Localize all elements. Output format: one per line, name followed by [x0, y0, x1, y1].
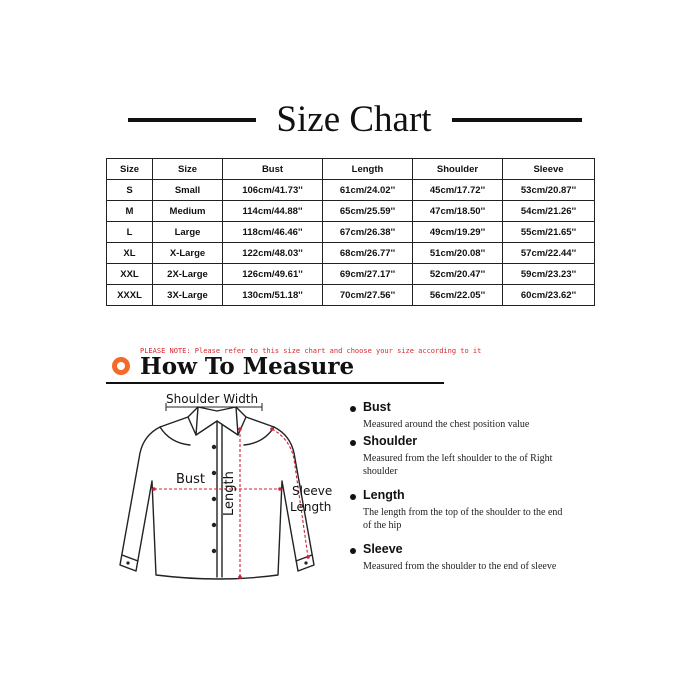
- length-label: Length: [222, 471, 237, 516]
- table-cell: Medium: [153, 201, 223, 222]
- shoulder-width-label: Shoulder Width: [166, 392, 259, 406]
- table-cell: Small: [153, 180, 223, 201]
- table-row: [107, 243, 595, 264]
- table-cell: 69cm/27.17'': [323, 264, 413, 285]
- definition-term: Length: [363, 488, 405, 502]
- table-cell: X-Large: [153, 243, 223, 264]
- definition-term: Sleeve: [363, 542, 403, 556]
- target-circle-icon: [112, 357, 130, 375]
- table-row: [107, 285, 595, 306]
- table-cell: 45cm/17.72'': [413, 180, 503, 201]
- header-cell: Length: [323, 159, 413, 180]
- table-cell: 47cm/18.50'': [413, 201, 503, 222]
- table-cell: 60cm/23.62'': [503, 285, 595, 306]
- header-cell: Sleeve: [503, 159, 595, 180]
- header-cell: Shoulder: [413, 159, 503, 180]
- table-cell: M: [107, 201, 153, 222]
- title-rule-left: [128, 118, 256, 122]
- definition-term: Shoulder: [363, 434, 418, 448]
- title-rule-right: [452, 118, 582, 122]
- page-title: Size Chart: [276, 99, 432, 140]
- table-cell: 70cm/27.56'': [323, 285, 413, 306]
- bullet-icon: [350, 406, 356, 412]
- table-row: [107, 201, 595, 222]
- bullet-icon: [350, 494, 356, 500]
- table-cell: 3X-Large: [153, 285, 223, 306]
- definition-desc: Measured around the chest position value: [363, 419, 530, 430]
- table-cell: L: [107, 222, 153, 243]
- table-cell: 49cm/19.29'': [413, 222, 503, 243]
- shirt-button: [304, 561, 307, 564]
- shirt-button: [126, 561, 129, 564]
- section-rule: [106, 382, 444, 384]
- shirt-button: [212, 471, 216, 475]
- table-cell: 68cm/26.77'': [323, 243, 413, 264]
- sleeve-length-label-line1: Sleeve: [292, 484, 333, 498]
- table-cell: 122cm/48.03'': [223, 243, 323, 264]
- shirt-button: [212, 523, 216, 527]
- shirt-button: [212, 445, 216, 449]
- table-cell: 57cm/22.44'': [503, 243, 595, 264]
- bullet-icon: [350, 440, 356, 446]
- table-cell: XXL: [107, 264, 153, 285]
- table-cell: 65cm/25.59'': [323, 201, 413, 222]
- table-cell: Large: [153, 222, 223, 243]
- table-cell: 52cm/20.47'': [413, 264, 503, 285]
- size-table: [106, 158, 595, 306]
- table-row: [107, 264, 595, 285]
- header-cell: Size: [107, 159, 153, 180]
- table-row: [107, 180, 595, 201]
- sleeve-length-label-line2: Length: [290, 500, 332, 514]
- shirt-button: [212, 497, 216, 501]
- table-cell: 114cm/44.88'': [223, 201, 323, 222]
- table-cell: 53cm/20.87'': [503, 180, 595, 201]
- definition-desc: Measured from the left shoulder to the of Right shoulder: [363, 453, 553, 477]
- table-cell: 106cm/41.73'': [223, 180, 323, 201]
- table-cell: 130cm/51.18'': [223, 285, 323, 306]
- header-cell: Bust: [223, 159, 323, 180]
- title-block: [0, 96, 700, 144]
- definition-term: Bust: [363, 400, 391, 414]
- table-row: [107, 222, 595, 243]
- table-cell: 55cm/21.65'': [503, 222, 595, 243]
- table-cell: XXXL: [107, 285, 153, 306]
- definition-desc: Measured from the shoulder to the end of sleeve: [363, 561, 557, 572]
- shirt-button: [212, 549, 216, 553]
- table-cell: 59cm/23.23'': [503, 264, 595, 285]
- table-cell: 56cm/22.05'': [413, 285, 503, 306]
- how-to-measure-title: How To Measure: [140, 353, 355, 380]
- table-cell: 54cm/21.26'': [503, 201, 595, 222]
- table-cell: 51cm/20.08'': [413, 243, 503, 264]
- bust-label: Bust: [176, 472, 206, 487]
- size-note: PLEASE NOTE: Please refer to this size chart and choose your size according to it: [140, 347, 482, 355]
- table-cell: 126cm/49.61'': [223, 264, 323, 285]
- table-header-row: [107, 159, 595, 180]
- table-cell: XL: [107, 243, 153, 264]
- header-cell: Size: [153, 159, 223, 180]
- bullet-icon: [350, 548, 356, 554]
- table-cell: 61cm/24.02'': [323, 180, 413, 201]
- table-cell: 67cm/26.38'': [323, 222, 413, 243]
- table-cell: 2X-Large: [153, 264, 223, 285]
- table-cell: 118cm/46.46'': [223, 222, 323, 243]
- table-cell: S: [107, 180, 153, 201]
- definition-desc: The length from the top of the shoulder to the end of the hip: [363, 507, 563, 531]
